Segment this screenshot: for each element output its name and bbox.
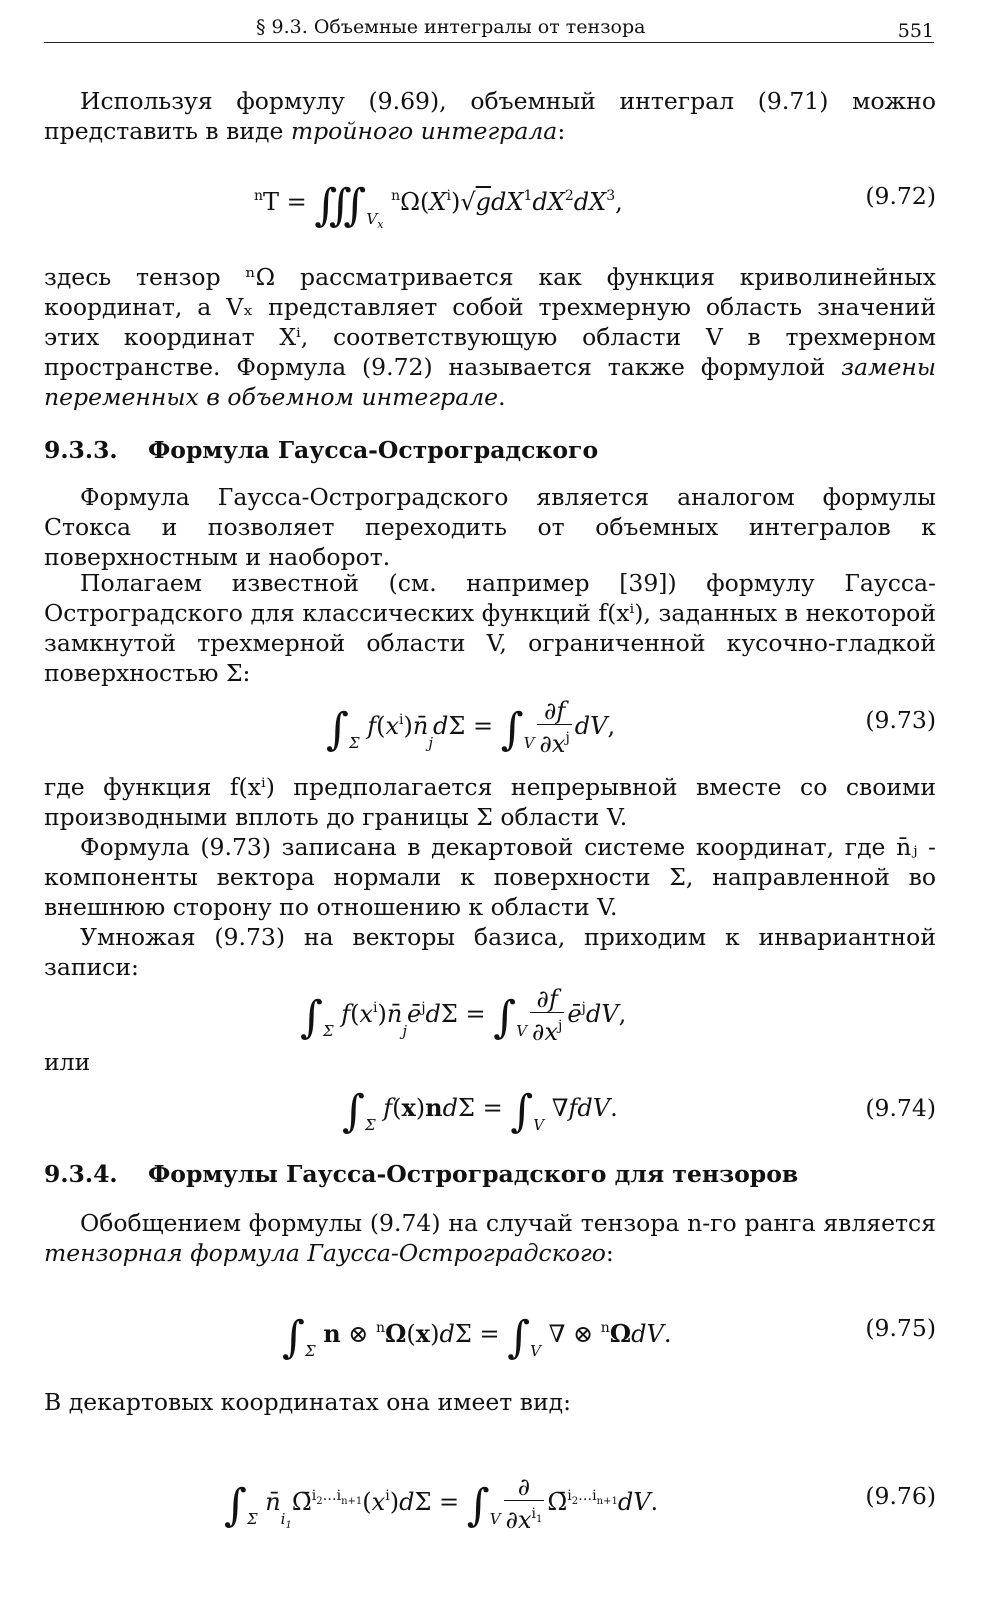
- equation-9-76: [44, 1466, 936, 1534]
- paragraph-cartesian-form: В декартовых координатах она имеет вид:: [44, 1388, 572, 1416]
- equation-number-9-73: (9.73): [865, 706, 936, 734]
- emphasis-tensor-gauss: тензорная формула Гаусса-Остроградского: [44, 1239, 606, 1267]
- equation-9-75: [44, 1298, 936, 1363]
- equation-9-73: [44, 690, 936, 758]
- running-title: § 9.3. Объемные интегралы от тензора: [256, 16, 646, 38]
- section-heading-9-3-4: [44, 1160, 798, 1188]
- emphasis-triple-integral: тройного интеграла: [290, 117, 558, 145]
- section-number: 9.3.4.: [44, 1160, 118, 1188]
- formula-9-73: $\int_\Sigma$ $f(x^i)n̄_jd\Sigma = \int_V$ $\frac{\partial f}{\partial x^j}$ dV,: [326, 697, 616, 758]
- formula-9-72: [254, 166, 623, 255]
- equation-number-9-72: (9.72): [865, 182, 936, 210]
- formula-invariant: $\int_\Sigma$ $f(x^i)n̄_jē^jd\Sigma = \int_V$ $\frac{\partial f}{\partial x^j}$ $ē^jdV$,: [300, 985, 627, 1046]
- paragraph-intro: Используя формулу (9.69), объемный интеграл (9.71) можно представить в виде тройного интеграла:: [44, 87, 936, 145]
- section-heading-9-3-3: [44, 436, 598, 464]
- paragraph-cartesian-normal: Формула (9.73) записана в декартовой системе координат, где n̄ⱼ - компоненты вектора нормали к поверхности Σ, направленной во внешнюю сторону по отношению к области V.: [44, 833, 936, 921]
- formula-9-72-display: $^nT = ∭_{V_x}$ $^n\Omega(X^i)√gdX^1dX^2dX^3$,: [254, 180, 623, 231]
- section-title: Формула Гаусса-Остроградского: [148, 436, 599, 464]
- page-number: 551: [897, 20, 934, 42]
- paragraph-tensor-generalization: Обобщением формулы (9.74) на случай тензора n-го ранга является тензорная формула Гаусса-Остроградского:: [44, 1209, 936, 1267]
- section-number: 9.3.3.: [44, 436, 118, 464]
- formula-9-76: $\int_\Sigma$ $n̄_{i_1}\Omegā^{i_2\dots i_{n+1}}(x^i)d\Sigma = \int_V$ $\frac{\partial}{\partial x^{i_1}}$ Ω̄$^{i_2\dots i_{n+1}}$dV.: [224, 1473, 659, 1534]
- equation-9-72: [44, 166, 936, 231]
- equation-9-74: [44, 1078, 936, 1138]
- running-header: [44, 14, 934, 43]
- section-title: Формулы Гаусса-Остроградского для тензоров: [148, 1160, 799, 1188]
- paragraph-continuity: где функция f(xⁱ) предполагается непрерывной вместе со своими производными вплоть до границы Σ области V.: [44, 773, 936, 831]
- equation-number-9-76: (9.76): [865, 1482, 936, 1510]
- word-or: или: [44, 1048, 91, 1076]
- paragraph-classical-formula: Полагаем известной (см. например [39]) формулу Гаусса-Остроградского для классических функций f(xⁱ), заданных в некоторой замкнутой трехмерной области V, ограниченной кусочно-гладкой поверхностью Σ:: [44, 569, 936, 687]
- emphasis-change-of-variables: замены переменных в объемном интеграле: [44, 353, 936, 411]
- formula-9-75: $\int_\Sigma$ n ⊗ $^n\Omega(x)d\Sigma = \int_V$ ∇ ⊗ $^n$ΩdV.: [282, 1312, 672, 1363]
- formula-9-74: $\int_\Sigma$ $f(x)nd\Sigma = \int_V$ ∇fdV.: [342, 1086, 618, 1137]
- equation-number-9-74: (9.74): [865, 1094, 936, 1122]
- paragraph-invariant: Умножая (9.73) на векторы базиса, приходим к инвариантной записи:: [44, 923, 936, 981]
- paragraph-gauss-intro: Формула Гаусса-Остроградского является аналогом формулы Стокса и позволяет переходить от объемных интегралов к поверхностным и наоборот.: [44, 483, 936, 571]
- paragraph-curvilinear: здесь тензор ⁿΩ рассматривается как функция криволинейных координат, а Vₓ представляет собой трехмерную область значений этих координат Xⁱ, соответствующую области V в трехмерном пространстве. Формула (9.72) называется также формулой замены переменных в объемном интеграле.: [44, 263, 936, 411]
- equation-number-9-75: (9.75): [865, 1314, 936, 1342]
- equation-invariant: [44, 978, 936, 1046]
